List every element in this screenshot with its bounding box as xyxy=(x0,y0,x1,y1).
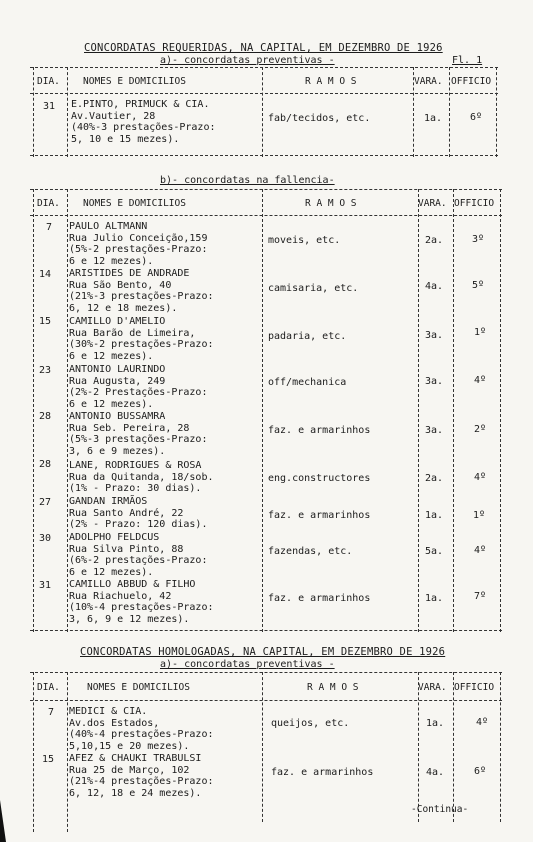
entry-line: (5%-2 prestações-Prazo: xyxy=(69,244,208,256)
entry-line: (2% - Prazo: 120 dias). xyxy=(69,519,208,531)
entry-officio: 4º xyxy=(474,375,487,386)
entry-name-block xyxy=(69,579,214,625)
entry-officio: 7º xyxy=(474,591,487,602)
entry-name-block xyxy=(69,268,214,314)
entry-line: Rua Riachuelo, 42 xyxy=(69,590,172,602)
entry-line: (6%-2 prestações-Prazo: xyxy=(69,555,208,567)
entry-vara: 1a. xyxy=(425,593,444,604)
entry-officio: 4º xyxy=(474,545,487,556)
entry-line: Rua Augusta, 249 xyxy=(69,375,166,387)
entry-ramo: camisaria, etc. xyxy=(268,283,359,294)
entry-line: (21%-3 prestações-Prazo: xyxy=(69,291,214,303)
entry-line: 6 e 12 mezes). xyxy=(69,566,154,578)
entry-dia: 31 xyxy=(43,101,56,112)
entry-line: 6 e 12 mezes). xyxy=(69,255,154,267)
scan-edge-mark xyxy=(0,800,6,842)
column-header-nomes: NOMES E DOMICILIOS xyxy=(83,198,186,209)
entry-line: (30%-2 prestações-Prazo: xyxy=(69,339,214,351)
entry-line: 5,10,15 e 20 mezes). xyxy=(69,740,190,752)
entry-ramo: moveis, etc. xyxy=(268,235,341,246)
entry-ramo: faz. e armarinhos xyxy=(268,510,371,521)
entry-officio: 1º xyxy=(473,510,486,521)
entry-line: Av.dos Estados, xyxy=(69,717,160,729)
entry-line: (10%-4 prestações-Prazo: xyxy=(69,602,214,614)
entry-dia: 27 xyxy=(39,497,52,508)
entry-officio: 6º xyxy=(470,112,483,123)
entry-name-block xyxy=(69,532,207,578)
column-header-vara: VARA. xyxy=(418,682,447,693)
entry-vara: 1a. xyxy=(426,718,445,729)
entry-line: (1% - Prazo: 30 dias). xyxy=(69,483,202,495)
entry-ramo: padaria, etc. xyxy=(268,331,347,342)
subtitle-preventivas xyxy=(160,55,335,66)
entry-line: 6, 12 e 18 mezes). xyxy=(69,302,178,314)
column-header-officio: OFFICIO xyxy=(454,198,495,209)
entry-line: ADOLPHO FELDCUS xyxy=(69,532,160,543)
entry-dia: 30 xyxy=(39,533,52,544)
column-header-ramos: R A M O S xyxy=(307,682,359,693)
entry-name-block xyxy=(69,221,207,267)
entry-line: Rua Barão de Limeira, xyxy=(69,327,196,339)
entry-line: MEDICI & CIA. xyxy=(69,706,148,717)
entry-name-block xyxy=(71,99,216,145)
entry-vara: 3a. xyxy=(425,376,444,387)
entry-line: LANE, RODRIGUES & ROSA xyxy=(69,460,202,471)
entry-ramo: fab/tecidos, etc. xyxy=(268,113,371,124)
column-header-dia: DIA. xyxy=(37,198,60,209)
entry-ramo: eng.constructores xyxy=(268,473,371,484)
entry-name-block xyxy=(69,460,214,495)
column-header-vara: VARA. xyxy=(418,198,447,209)
entry-officio: 4º xyxy=(476,717,489,728)
subtitle-fallencia xyxy=(160,175,335,186)
entry-ramo: fazendas, etc. xyxy=(268,546,353,557)
entry-line: (5%-3 prestações-Prazo: xyxy=(69,434,208,446)
entry-line: CAMILLO D'AMELIO xyxy=(69,316,166,327)
entry-vara: 2a. xyxy=(425,473,444,484)
entry-officio: 5º xyxy=(472,280,485,291)
section-title-homologadas: CONCORDATAS HOMOLOGADAS, NA CAPITAL, EM DEZEMBRO DE 1926 xyxy=(80,646,446,658)
entry-ramo: off/mechanica xyxy=(268,377,347,388)
page-number: Fl. 1 xyxy=(452,55,483,66)
entry-line: GANDAN IRMÃOS xyxy=(69,496,148,507)
entry-line: 3, 6 e 9 mezes). xyxy=(69,445,166,457)
entry-line: PAULO ALTMANN xyxy=(69,221,148,232)
column-header-vara: VARA. xyxy=(414,76,443,87)
entry-vara: 3a. xyxy=(425,425,444,436)
entry-line: (40%-3 prestações-Prazo: xyxy=(71,122,216,134)
entry-line: Rua São Bento, 40 xyxy=(69,279,172,291)
entry-vara: 2a. xyxy=(425,235,444,246)
column-header-dia: DIA. xyxy=(37,76,60,87)
entry-vara: 4a. xyxy=(425,281,444,292)
entry-vara: 1a. xyxy=(425,510,444,521)
entry-dia: 7 xyxy=(46,222,53,233)
entry-ramo: queijos, etc. xyxy=(271,718,350,729)
entry-line: (40%-4 prestações-Prazo: xyxy=(69,729,214,741)
entry-name-block xyxy=(69,706,214,752)
entry-line: Rua Seb. Pereira, 28 xyxy=(69,422,190,434)
column-header-officio: OFFICIO xyxy=(454,682,495,693)
entry-dia: 15 xyxy=(42,754,55,765)
entry-dia: 23 xyxy=(39,365,52,376)
entry-vara: 3a. xyxy=(425,330,444,341)
entry-line: Rua 25 de Março, 102 xyxy=(69,764,190,776)
subtitle-preventivas-2-text: a)- concordatas preventivas - xyxy=(160,659,335,670)
entry-name-block xyxy=(69,496,207,531)
entry-vara: 5a. xyxy=(425,546,444,557)
column-header-nomes: NOMES E DOMICILIOS xyxy=(83,76,186,87)
entry-name-block xyxy=(69,364,207,410)
entry-officio: 1º xyxy=(474,327,487,338)
entry-line: Rua Julio Conceição,159 xyxy=(69,232,208,244)
entry-line: 3, 6, 9 e 12 mezes). xyxy=(69,613,190,625)
entry-line: AFEZ & CHAUKI TRABULSI xyxy=(69,753,202,764)
entry-line: 5, 10 e 15 mezes). xyxy=(71,133,180,145)
entry-line: (21%-4 prestações-Prazo: xyxy=(69,776,214,788)
column-header-ramos: R A M O S xyxy=(305,198,357,209)
entry-officio: 2º xyxy=(474,424,487,435)
entry-name-block xyxy=(69,411,207,457)
column-header-officio: OFFICIO xyxy=(451,76,492,87)
entry-name-block xyxy=(69,753,214,799)
subtitle-preventivas-2 xyxy=(160,659,335,670)
entry-line: Rua Santo André, 22 xyxy=(69,507,184,519)
entry-officio: 6º xyxy=(474,766,487,777)
entry-line: (2%-2 Prestações-Prazo: xyxy=(69,387,208,399)
entry-dia: 14 xyxy=(39,269,52,280)
entry-ramo: faz. e armarinhos xyxy=(268,425,371,436)
column-header-dia: DIA. xyxy=(37,682,60,693)
entry-line: Rua da Quitanda, 18/sob. xyxy=(69,471,214,483)
entry-ramo: faz. e armarinhos xyxy=(268,593,371,604)
entry-dia: 28 xyxy=(39,459,52,470)
entry-line: 6, 12, 18 e 24 mezes). xyxy=(69,787,202,799)
entry-officio: 4º xyxy=(474,472,487,483)
entry-dia: 7 xyxy=(48,707,55,718)
entry-line: 6 e 12 mezes). xyxy=(69,398,154,410)
entry-line: ARISTIDES DE ANDRADE xyxy=(69,268,190,279)
continua-note: -Continua- xyxy=(411,804,469,815)
entry-line: E.PINTO, PRIMUCK & CIA. xyxy=(71,99,210,110)
entry-line: Rua Silva Pinto, 88 xyxy=(69,543,184,555)
entry-name-block xyxy=(69,316,214,362)
entry-line: ANTONIO BUSSAMRA xyxy=(69,411,166,422)
subtitle-fallencia-text: b)- concordatas na fallencia- xyxy=(160,175,335,186)
entry-dia: 31 xyxy=(39,580,52,591)
column-header-nomes: NOMES E DOMICILIOS xyxy=(87,682,190,693)
subtitle-preventivas-text: a)- concordatas preventivas - xyxy=(160,55,335,66)
entry-vara: 1a. xyxy=(424,113,443,124)
page-title: CONCORDATAS REQUERIDAS, NA CAPITAL, EM DEZEMBRO DE 1926 xyxy=(84,42,443,54)
entry-dia: 15 xyxy=(39,316,52,327)
entry-line: 6 e 12 mezes). xyxy=(69,350,154,362)
entry-vara: 4a. xyxy=(426,767,445,778)
entry-ramo: faz. e armarinhos xyxy=(271,767,374,778)
entry-officio: 3º xyxy=(472,234,485,245)
entry-line: ANTONIO LAURINDO xyxy=(69,364,166,375)
entry-dia: 28 xyxy=(39,411,52,422)
entry-line: CAMILLO ABBUD & FILHO xyxy=(69,579,196,590)
entry-line: Av.Vautier, 28 xyxy=(71,110,156,122)
column-header-ramos: R A M O S xyxy=(305,76,357,87)
